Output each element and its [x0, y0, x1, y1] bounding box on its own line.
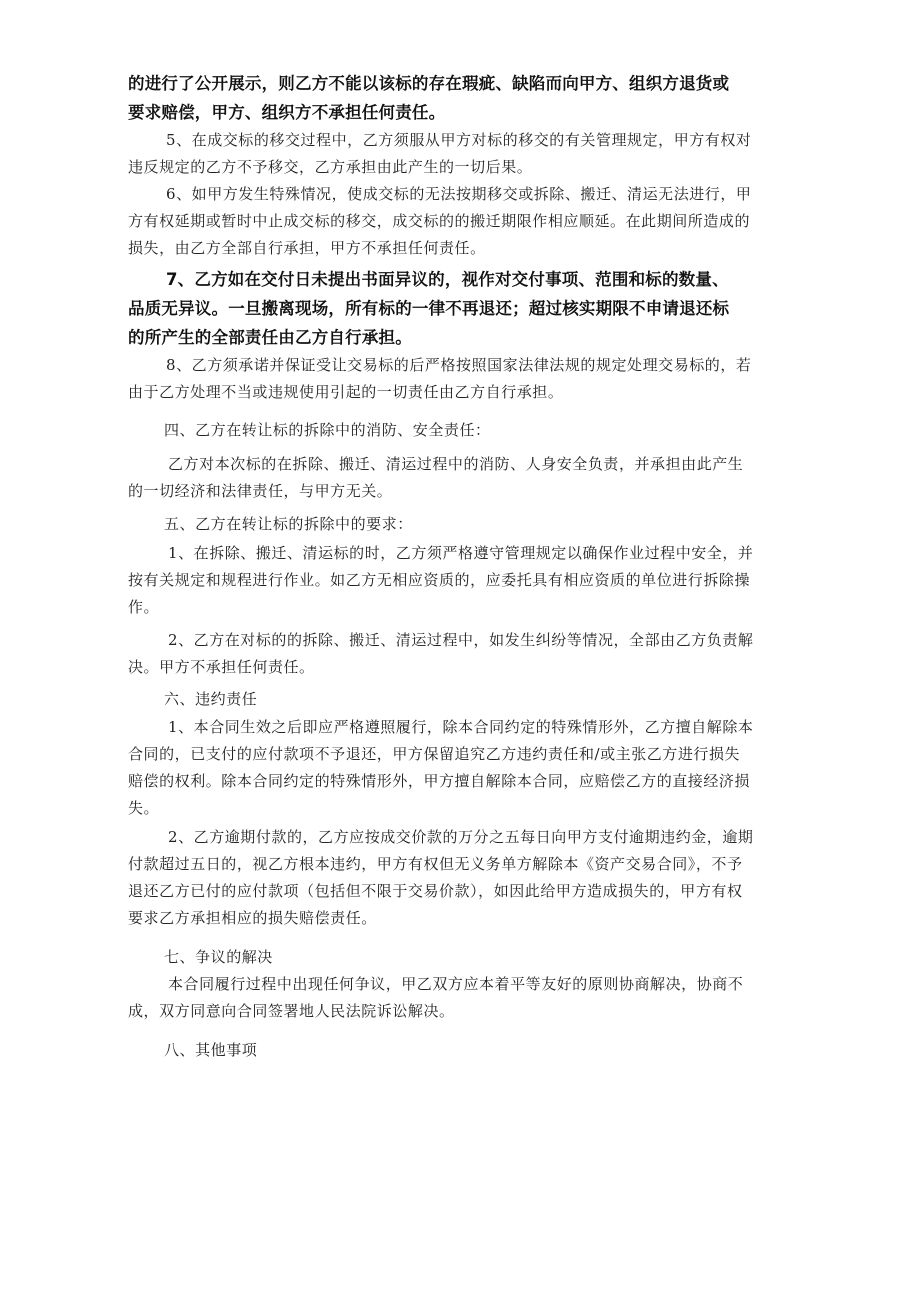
text-line: 的进行了公开展示，则乙方不能以该标的存在瑕疵、缺陷而向甲方、组织方退货或 — [128, 74, 730, 93]
paragraph-clause-5 — [128, 127, 800, 181]
text-line: 成，双方同意向合同签署地人民法院诉讼解决。 — [128, 1002, 455, 1020]
paragraph-clause-7-bold — [128, 265, 800, 352]
text-line: 的所产生的全部责任由乙方自行承担。 — [128, 328, 412, 347]
paragraph-demolition-2 — [128, 627, 800, 681]
text-line: 决。甲方不承担任何责任。 — [128, 658, 315, 676]
text-line: 付款超过五日的，视乙方根本违约，甲方有权但无义务单方解除本《资产交易合同》，不予 — [128, 855, 743, 873]
section-heading-5 — [128, 511, 800, 538]
text-line: 七、争议的解决 — [164, 948, 273, 966]
section-heading-6 — [128, 686, 800, 713]
paragraph-dispute — [128, 971, 800, 1025]
text-line: 八、其他事项 — [164, 1041, 258, 1059]
text-line: 1、在拆除、搬迁、清运标的时，乙方须严格遵守管理规定以确保作业过程中安全，并 — [168, 544, 754, 562]
paragraph-breach-2 — [128, 824, 800, 932]
text-line: 赔偿的权利。除本合同约定的特殊情形外，甲方擅自解除本合同，应赔偿乙方的直接经济损 — [128, 772, 751, 790]
text-line: 本合同履行过程中出现任何争议，甲乙双方应本着平等友好的原则协商解决，协商不 — [168, 975, 744, 993]
paragraph-clause-8 — [128, 352, 800, 406]
section-heading-8 — [128, 1037, 800, 1064]
text-line: 品质无异议。一旦搬离现场，所有标的一律不再退还；超过核实期限不申请退还标 — [128, 299, 730, 318]
text-line: 四、乙方在转让标的拆除中的消防、安全责任： — [164, 421, 491, 439]
paragraph-demolition-1 — [128, 540, 800, 621]
text-line: 按有关规定和规程进行作业。如乙方无相应资质的，应委托具有相应资质的单位进行拆除操 — [128, 571, 751, 589]
text-line: 五、乙方在转让标的拆除中的要求： — [164, 515, 413, 533]
text-line: 退还乙方已付的应付款项（包括但不限于交易价款），如因此给甲方造成损失的，甲方有权 — [128, 882, 743, 900]
text-line: 的一切经济和法律责任，与甲方无关。 — [128, 482, 393, 500]
section-heading-4 — [128, 417, 800, 444]
text-line: 1、本合同生效之后即应严格遵照履行，除本合同约定的特殊情形外，乙方擅自解除本 — [168, 718, 754, 736]
paragraph-clause-6 — [128, 181, 800, 262]
text-line: 要求乙方承担相应的损失赔偿责任。 — [128, 909, 377, 927]
text-line: 合同的，已支付的应付款项不予退还，甲方保留追究乙方违约责任和/或主张乙方进行损失 — [128, 745, 741, 763]
text-line: 乙方对本次标的在拆除、搬迁、清运过程中的消防、人身安全负责，并承担由此产生 — [168, 455, 744, 473]
section-heading-7 — [128, 944, 800, 971]
text-line: 8、乙方须承诺并保证受让交易标的后严格按照国家法律法规的规定处理交易标的，若 — [166, 356, 752, 374]
text-line: 7、乙方如在交付日未提出书面异议的，视作对交付事项、范围和标的数量、 — [166, 270, 729, 289]
text-line: 由于乙方处理不当或违规使用引起的一切责任由乙方自行承担。 — [128, 383, 564, 401]
text-line: 要求赔偿，甲方、组织方不承担任何责任。 — [128, 103, 446, 122]
text-line: 5、在成交标的移交过程中，乙方须服从甲方对标的移交的有关管理规定，甲方有权对 — [166, 131, 752, 149]
text-line: 作。 — [128, 598, 160, 616]
text-line: 损失，由乙方全部自行承担，甲方不承担任何责任。 — [128, 239, 486, 257]
paragraph-bold-1 — [128, 69, 800, 127]
text-line: 2、乙方在对标的的拆除、搬迁、清运过程中，如发生纠纷等情况，全部由乙方负责解 — [168, 631, 754, 649]
paragraph-breach-1 — [128, 714, 800, 822]
text-line: 6、如甲方发生特殊情况，使成交标的无法按期移交或拆除、搬迁、清运无法进行，甲 — [166, 185, 752, 203]
text-line: 2、乙方逾期付款的，乙方应按成交价款的万分之五每日向甲方支付逾期违约金，逾期 — [168, 828, 754, 846]
text-line: 六、违约责任 — [164, 690, 258, 708]
paragraph-safety — [128, 451, 800, 505]
text-line: 方有权延期或暂时中止成交标的移交，成交标的的搬迁期限作相应顺延。在此期间所造成的 — [128, 212, 751, 230]
text-line: 失。 — [128, 799, 160, 817]
text-line: 违反规定的乙方不予移交，乙方承担由此产生的一切后果。 — [128, 158, 533, 176]
